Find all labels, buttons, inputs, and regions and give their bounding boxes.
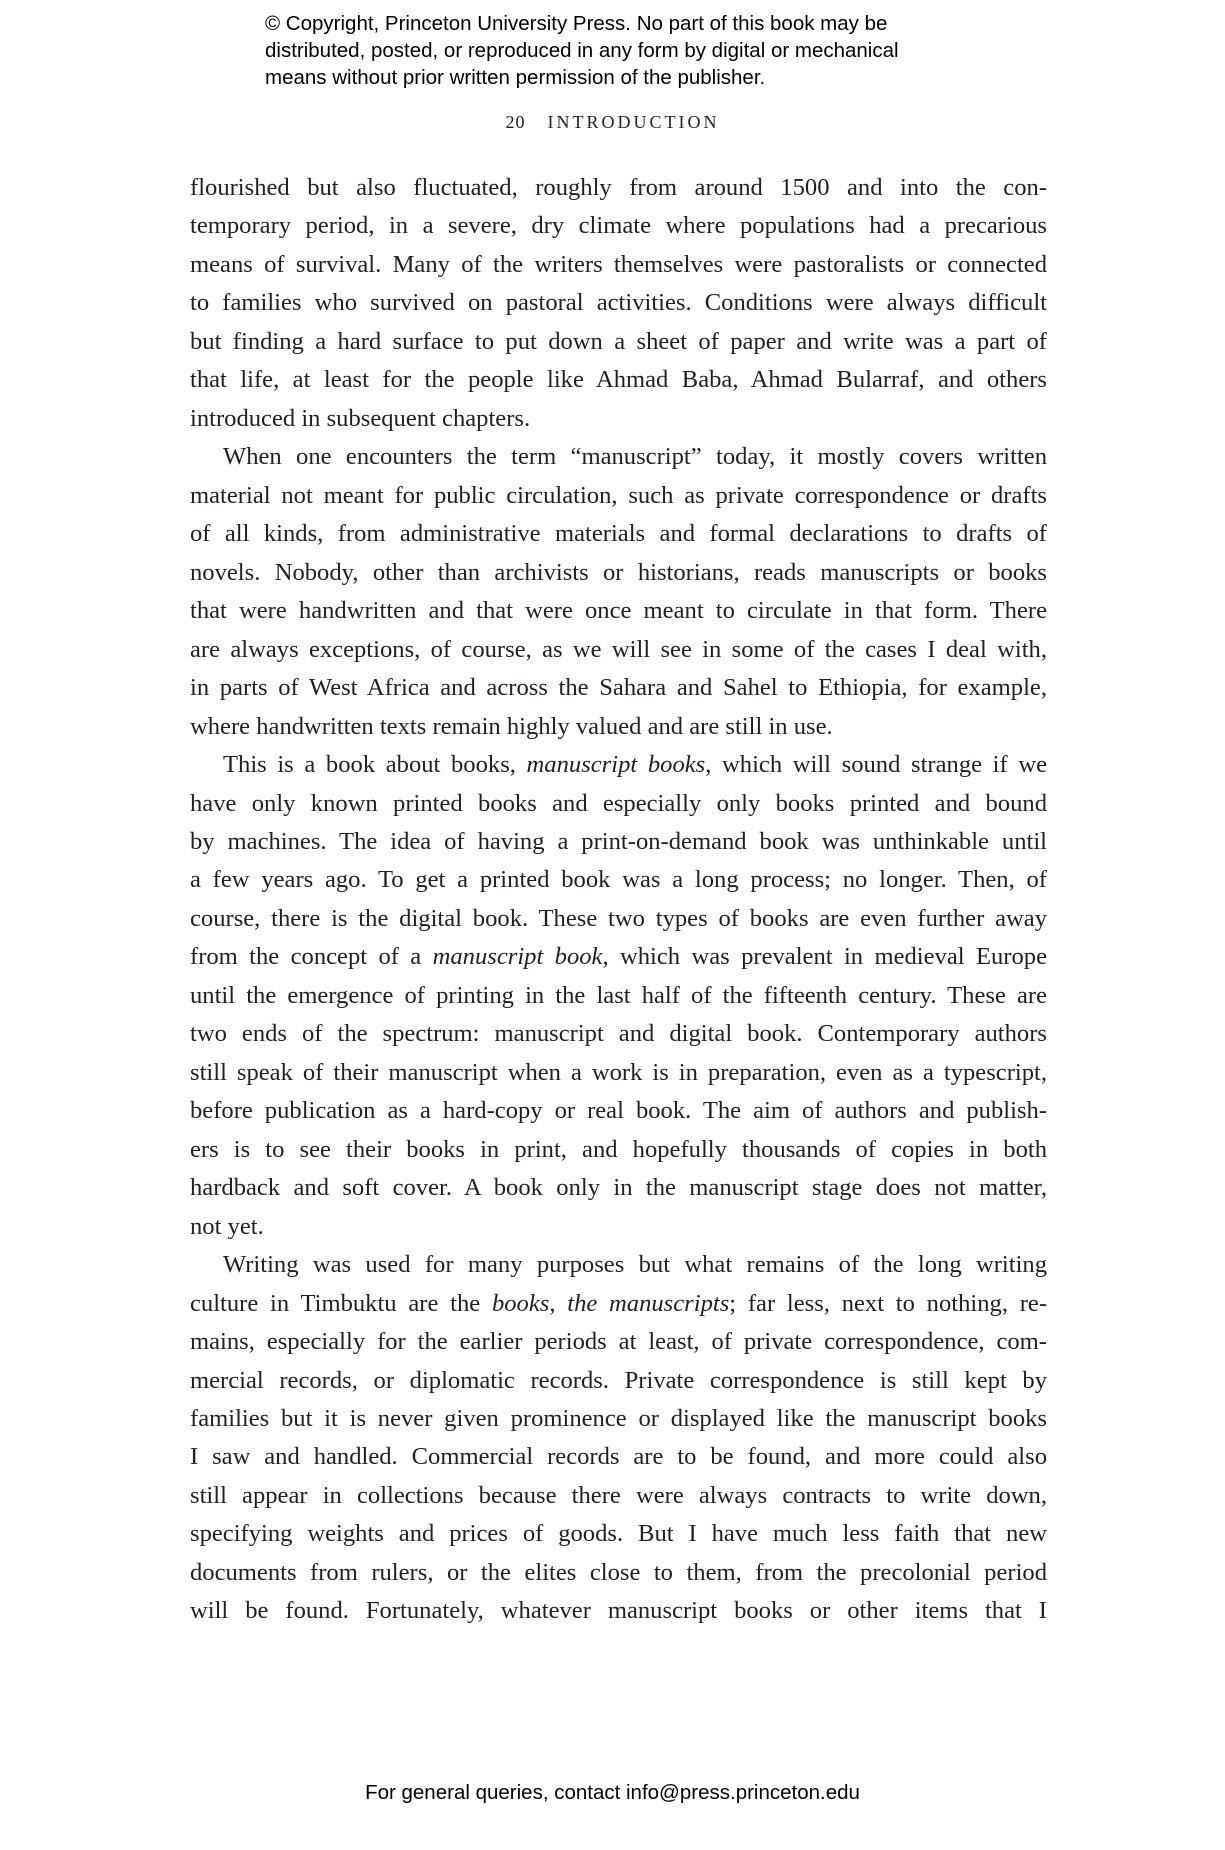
text-line: a few years ago. To get a printed book was a long process; no longer. Then, of (190, 866, 1047, 894)
copyright-line: © Copyright, Princeton University Press. No part of this book may be (265, 12, 888, 35)
text-line: have only known printed books and especially only books printed and bound (190, 789, 1047, 817)
text-line: not yet. (190, 1212, 264, 1240)
text-line: but finding a hard surface to put down a sheet of paper and write was a part of (190, 327, 1047, 355)
footer-contact: For general queries, contact info@press.princeton.edu (365, 1781, 860, 1804)
text-line: ers is to see their books in print, and hopefully thousands of copies in both (190, 1135, 1047, 1163)
text-line: means of survival. Many of the writers themselves were pastoralists or connected (190, 250, 1047, 278)
text-line: mercial records, or diplomatic records. Private correspondence is still kept by (190, 1366, 1047, 1394)
text-line: to families who survived on pastoral activities. Conditions were always difficult (190, 289, 1047, 317)
text-line: until the emergence of printing in the last half of the fifteenth century. These are (190, 981, 1047, 1009)
paragraph (190, 438, 1047, 746)
italic-text: manuscript books (526, 751, 706, 779)
text-line: mains, especially for the earlier periods at least, of private correspondence, com- (190, 1328, 1047, 1356)
text-line: in parts of West Africa and across the Sahara and Sahel to Ethiopia, for example, (190, 674, 1047, 702)
running-head (0, 112, 1225, 133)
text-line: will be found. Fortunately, whatever manuscript books or other items that I (190, 1597, 1047, 1625)
text-line: When one encounters the term “manuscript” today, it mostly covers written (223, 443, 1047, 471)
text-line: still speak of their manuscript when a work is in preparation, even as a typescript, (190, 1058, 1047, 1086)
text-line: that were handwritten and that were once meant to circulate in that form. There (190, 597, 1047, 625)
paragraph (190, 746, 1047, 1246)
text-line: material not meant for public circulation, such as private correspondence or drafts (190, 481, 1047, 509)
text-line: documents from rulers, or the elites close to them, from the precolonial period (190, 1558, 1047, 1586)
text-line: where handwritten texts remain highly valued and are still in use. (190, 712, 833, 740)
text-line: novels. Nobody, other than archivists or historians, reads manuscripts or books (190, 558, 1047, 586)
text-line: culture in Timbuktu are the books, the manuscripts; far less, next to nothing, re- (190, 1289, 1048, 1317)
text-line: course, there is the digital book. These two types of books are even further away (190, 904, 1047, 932)
copyright-line: distributed, posted, or reproduced in any form by digital or mechanical (265, 39, 899, 62)
italic-text: the manuscripts (567, 1289, 730, 1317)
text-line: specifying weights and prices of goods. But I have much less faith that new (190, 1520, 1047, 1548)
text-line: introduced in subsequent chapters. (190, 404, 531, 432)
copyright-line: means without prior written permission of the publisher. (265, 66, 766, 89)
paragraph (190, 1246, 1047, 1631)
text-line: by machines. The idea of having a print-on-demand book was unthinkable until (190, 827, 1047, 855)
text-line: flourished but also fluctuated, roughly from around 1500 and into the con- (190, 174, 1047, 201)
text-line: temporary period, in a severe, dry climate where populations had a precarious (190, 212, 1047, 240)
page-number: 20 (505, 112, 526, 132)
text-line: that life, at least for the people like Ahmad Baba, Ahmad Bularraf, and others (190, 366, 1047, 394)
text-line: before publication as a hard-copy or real book. The aim of authors and publish- (190, 1097, 1047, 1125)
italic-text: manuscript book (432, 943, 603, 971)
copyright-notice (265, 10, 899, 91)
text-line: two ends of the spectrum: manuscript and digital book. Contemporary authors (190, 1020, 1047, 1048)
text-line: of all kinds, from administrative materials and formal declarations to drafts of (190, 520, 1047, 548)
paragraph (190, 169, 1047, 438)
text-line: Writing was used for many purposes but what remains of the long writing (223, 1251, 1047, 1279)
chapter-title: INTRODUCTION (547, 112, 720, 132)
text-line: from the concept of a manuscript book, which was prevalent in medieval Europe (190, 943, 1047, 971)
body-text (190, 169, 1047, 1631)
text-line: hardback and soft cover. A book only in the manuscript stage does not matter, (190, 1174, 1047, 1202)
text-line: This is a book about books, manuscript books, which will sound strange if we (223, 751, 1047, 779)
text-line: families but it is never given prominence or displayed like the manuscript books (190, 1405, 1047, 1432)
text-line: still appear in collections because there were always contracts to write down, (190, 1481, 1047, 1509)
text-line: are always exceptions, of course, as we will see in some of the cases I deal with, (190, 635, 1047, 663)
italic-text: books (491, 1289, 550, 1317)
text-line: I saw and handled. Commercial records are to be found, and more could also (190, 1443, 1047, 1471)
